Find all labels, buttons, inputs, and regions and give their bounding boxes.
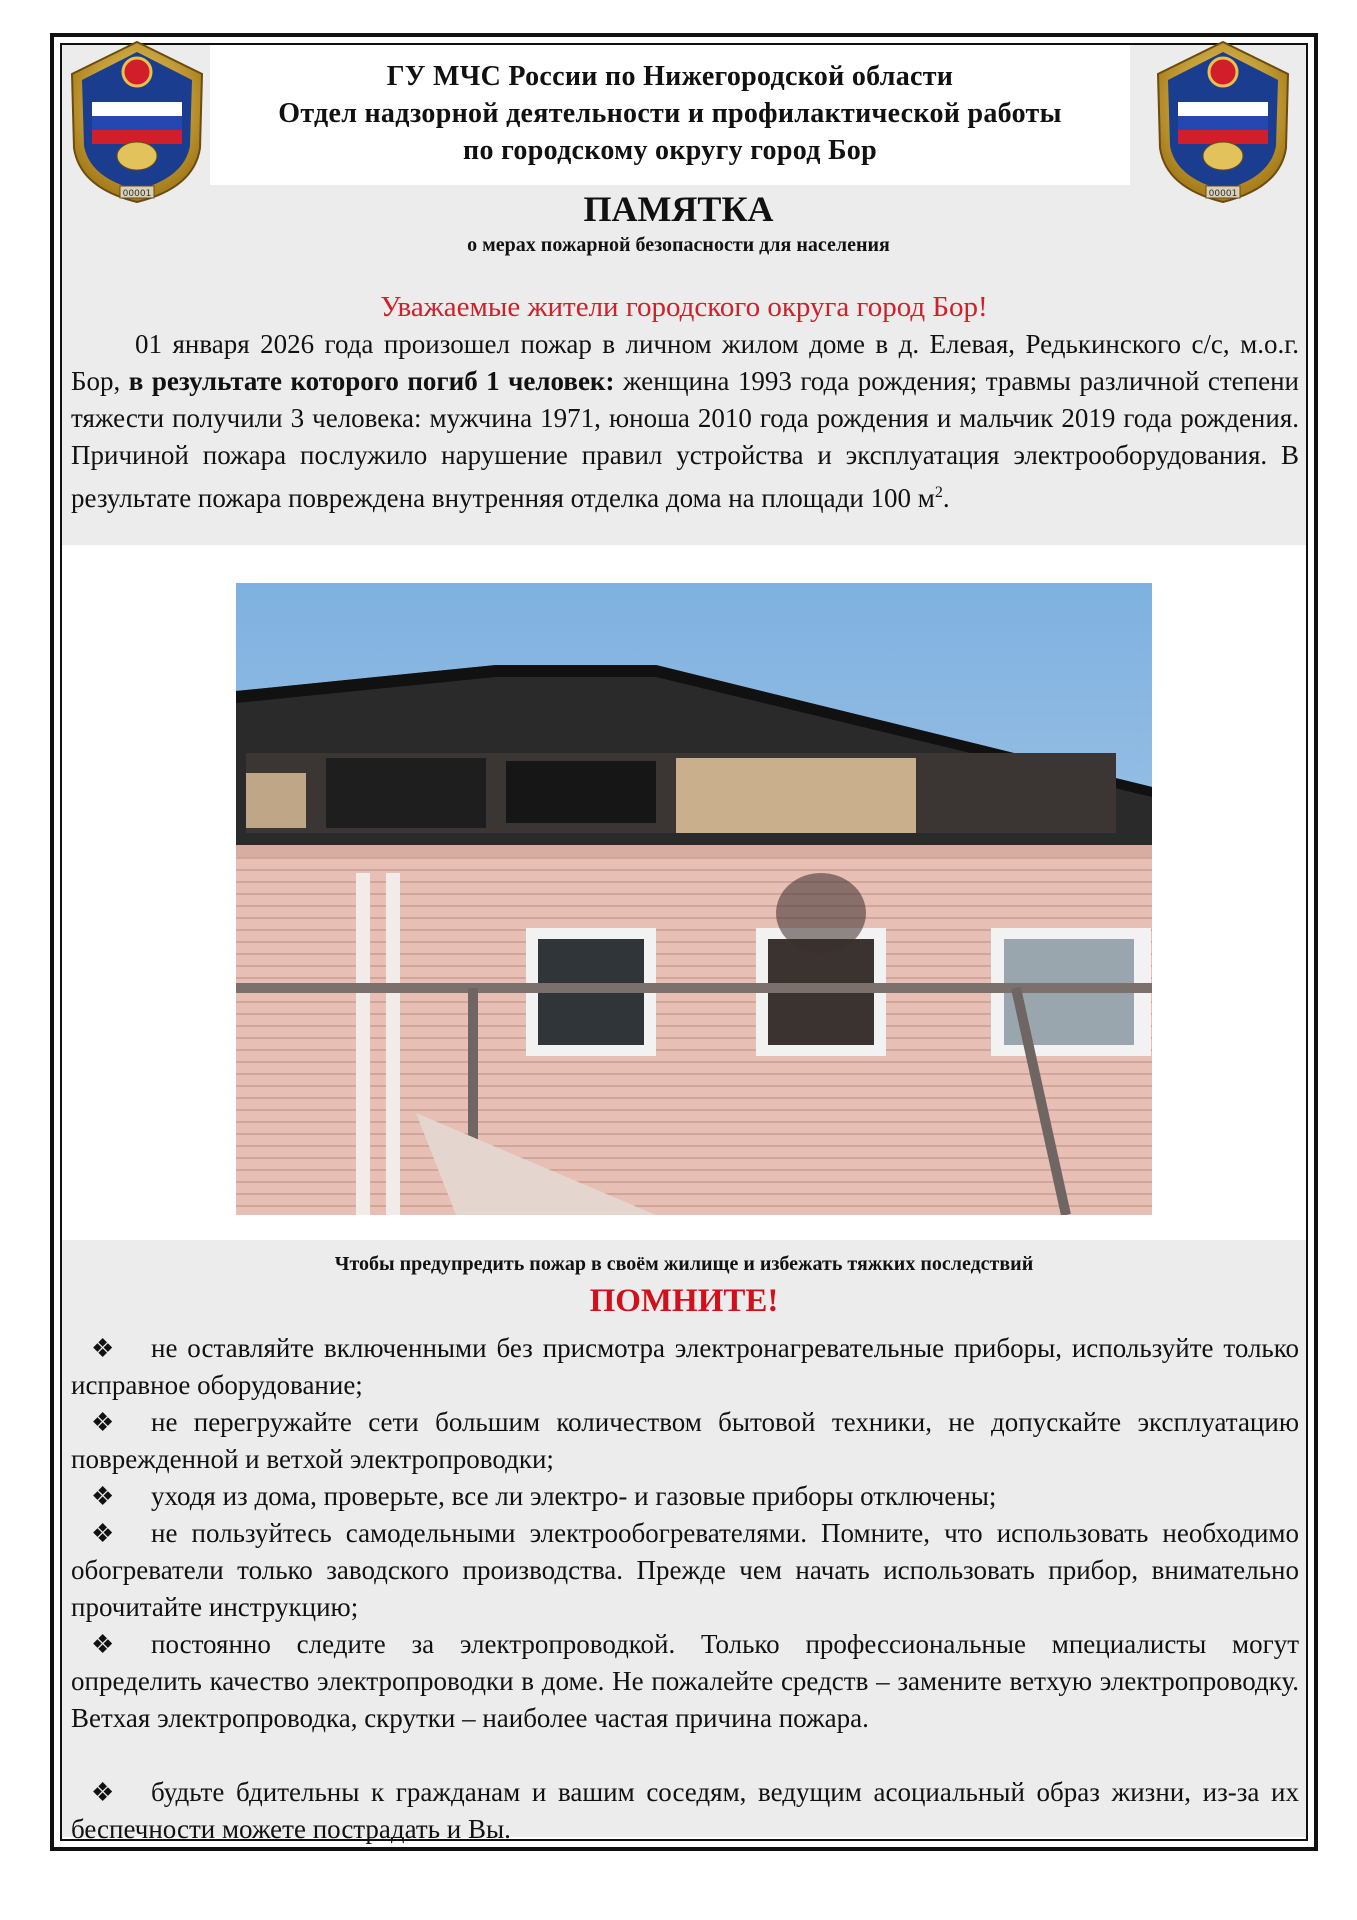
svg-text:00001: 00001 xyxy=(122,189,152,199)
bullet-icon: ❖ xyxy=(91,1408,115,1437)
bullet-text: уходя из дома, проверьте, все ли электро- и газовые приборы отключены; xyxy=(151,1481,997,1511)
emblem-right xyxy=(1148,38,1298,206)
incident-paragraph xyxy=(71,326,1299,517)
bullet-text: будьте бдительны к гражданам и вашим соседям, ведущим асоциальный образ жизни, из-за их беспечности можете пострадать и Вы. xyxy=(71,1777,1299,1844)
header-department: Отдел надзорной деятельности и профилактической работы xyxy=(278,98,1062,129)
incident-sup: 2 xyxy=(934,484,943,501)
bullet-item xyxy=(71,1515,1299,1626)
prevent-line: Чтобы предупредить пожар в своём жилище и избежать тяжких последствий xyxy=(334,1253,1034,1275)
bullet-icon: ❖ xyxy=(91,1334,115,1363)
header-district: по городскому округу город Бор xyxy=(463,135,877,166)
remember-heading: ПОМНИТЕ! xyxy=(589,1283,779,1319)
bullet-item xyxy=(71,1330,1299,1404)
bullet-text: постоянно следите за электропроводкой. Только профессиональные мпециалисты могут определить качество электропроводки в доме. Не пожалейте средств – замените ветхую электропроводку. Ветхая электропроводка, скрутки – наиболее частая причина пожара. xyxy=(71,1629,1299,1733)
bullet-item xyxy=(71,1478,1299,1515)
emblem-left xyxy=(62,38,212,206)
page-title: ПАМЯТКА xyxy=(583,189,774,229)
bullet-text: не пользуйтесь самодельными электрообогревателями. Помните, что использовать необходимо обогреватели только заводского производства. Прежде чем начать использовать прибор, внимательно прочитайте инструкцию; xyxy=(71,1518,1299,1622)
bullet-icon: ❖ xyxy=(91,1778,115,1807)
bullet-item xyxy=(71,1404,1299,1478)
header-org: ГУ МЧС России по Нижегородской области xyxy=(386,61,954,92)
bullet-icon: ❖ xyxy=(91,1482,115,1511)
incident-text-1: 01 января 2026 года произошел пожар в личном жилом доме в д. Елевая, Редькинского с/с, м.о.г. Бор, xyxy=(71,329,1299,396)
greeting: Уважаемые жители городского округа город Бор! xyxy=(380,291,988,323)
page-subtitle: о мерах пожарной безопасности для населения xyxy=(467,234,890,256)
bullet-icon: ❖ xyxy=(91,1630,115,1659)
incident-fatality: в результате которого погиб 1 человек: xyxy=(128,366,615,396)
bullet-text: не перегружайте сети большим количеством бытовой техники, не допускайте эксплуатацию поврежденной и ветхой электропроводки; xyxy=(71,1407,1299,1474)
incident-text-2: женщина 1993 года рождения; травмы различной степени тяжести получили 3 человека: мужчина 1971, юноша 2010 года рождения и мальчик 2019 года рождения. Причиной пожара послужило нарушение правил устройства и эксплуатация электрооборудования. В результате пожара повреждена внутренняя отделка дома на площади 100 м xyxy=(71,366,1299,513)
burned-house-photo xyxy=(236,583,1152,1215)
bullet-text: не оставляйте включенными без присмотра электронагревательные приборы, используйте только исправное оборудование; xyxy=(71,1333,1299,1400)
svg-text:00001: 00001 xyxy=(1208,189,1238,199)
bullet-item xyxy=(71,1626,1299,1737)
bullet-icon: ❖ xyxy=(91,1519,115,1548)
bullet-item xyxy=(71,1774,1299,1848)
incident-end: . xyxy=(942,483,950,513)
